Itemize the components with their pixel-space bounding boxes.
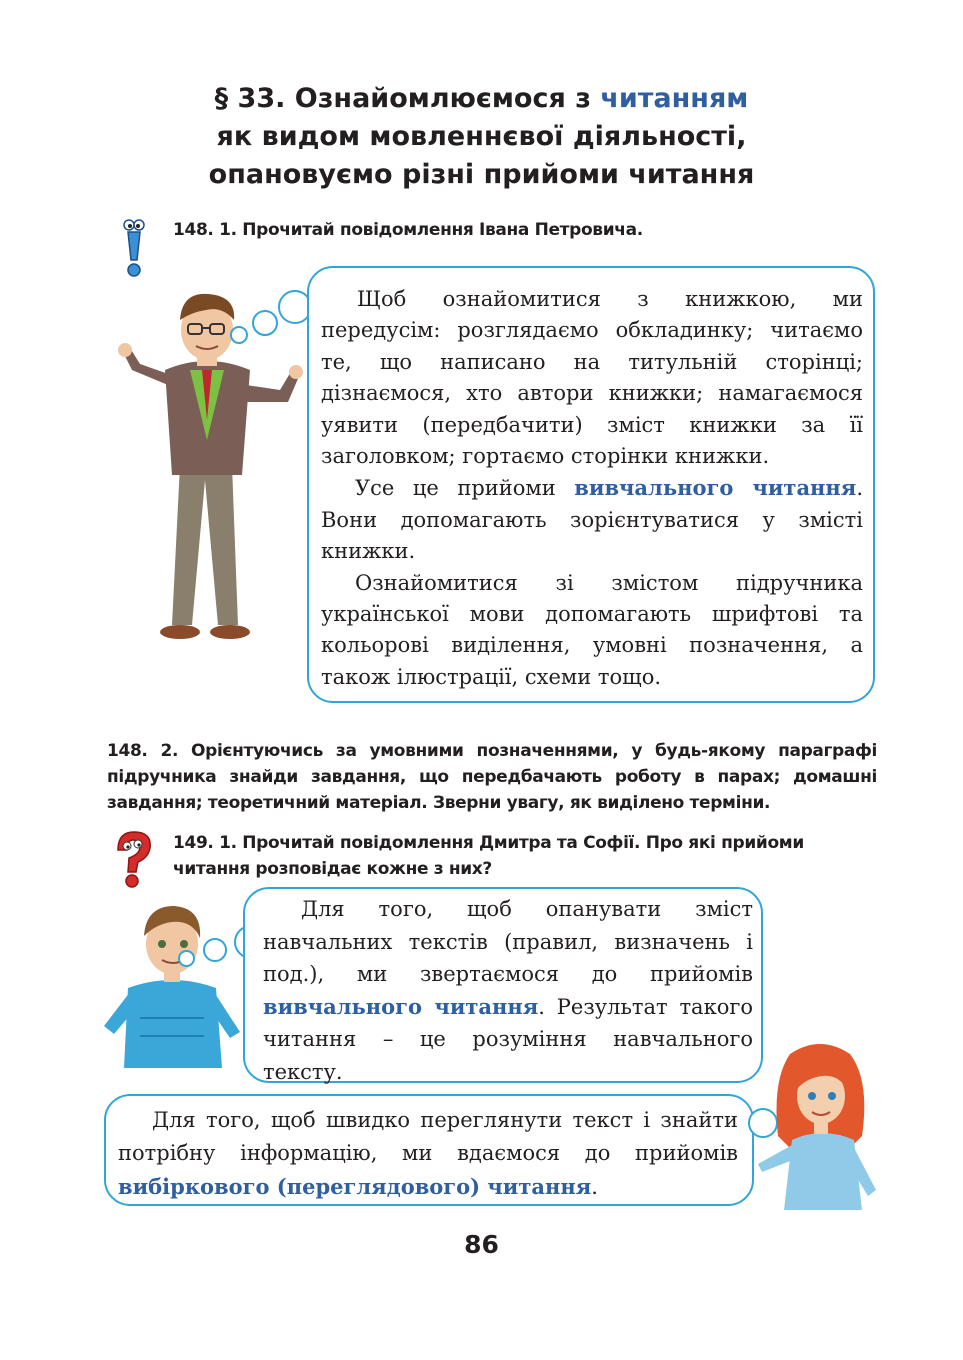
task-148-2: 148. 2. Орієнтуючись за умовними позначеннями, у будь-якому параграфі підручника знайди завдання, що передбачають роботу в парах; домашні завдання; теоретичний матеріал. Зверни увагу, як виділено терміни. (107, 741, 877, 813)
task-149-1: 149. 1. Прочитай повідомлення Дмитра та Софії. Про які прийоми читання розповідає кожне з них? (173, 833, 804, 879)
page-number: 86 (464, 1230, 499, 1259)
ivan-paragraph-3: Ознайомитися зі змістом підручника української мови допомагають шрифтові та кольорові виділення, умовні позначення, а також ілюстрації, схеми тощо. (321, 570, 863, 689)
speech-bubble-sofia (104, 1094, 754, 1206)
title-line2: як видом мовленнєвої діяльності, (216, 121, 747, 152)
thought-dot-small (178, 950, 195, 967)
boy-illustration (100, 896, 250, 1071)
thought-dot-medium (203, 938, 227, 962)
girl-illustration (750, 1040, 890, 1210)
sofia-text: Для того, щоб швидко переглянути текст і знайти потрібну інформацію, ми вдаємося до прийомів (118, 1108, 738, 1165)
term-vybirkovoho-chytannia: вибіркового (переглядового) читання (118, 1174, 592, 1199)
dmytro-text-end: . Результат такого читання – це розуміння навчального тексту. (263, 994, 753, 1084)
speech-bubble-ivan (307, 266, 875, 703)
dmytro-paragraph (263, 893, 753, 1088)
teacher-illustration (110, 290, 310, 650)
dmytro-text: Для того, щоб опанувати зміст навчальних текстів (правил, визначень і под.), ми звертаємося до прийомів (263, 897, 753, 986)
ivan-p2-text-end: . Вони допомагають зорієнтуватися у змісті книжки. (321, 476, 863, 564)
task-148-1: 148. 1. Прочитай повідомлення Івана Петровича. (173, 220, 643, 240)
term-vyvchalnoho-chytannia-2: вивчального читання (263, 993, 539, 1019)
ivan-p2-text: Усе це прийоми (355, 476, 575, 501)
title-line1-prefix: § 33. Ознайомлюємося з (214, 83, 601, 114)
term-vyvchalnoho-chytannia: вивчального читання (574, 475, 857, 501)
title-line1-highlight: читанням (600, 83, 749, 114)
thought-dot-small (230, 326, 248, 344)
question-icon (108, 828, 158, 890)
exclamation-icon (114, 212, 154, 282)
page-title (0, 80, 963, 194)
ivan-paragraph-1: Щоб ознайомитися з книжкою, ми передусім: розглядаємо обкладинку; читаємо те, що написано на титульній сторінці; дізнаємося, хто автори книжки; намагаємося уявити (передбачити) зміст книжки за її заголовком; гортаємо сторінки книжки. (321, 287, 863, 469)
ivan-paragraph-2 (321, 472, 863, 567)
sofia-paragraph (118, 1104, 738, 1204)
title-line3: опановуємо різні прийоми читання (208, 159, 755, 190)
speech-bubble-dmytro (243, 887, 763, 1083)
sofia-text-end: . (591, 1175, 598, 1199)
thought-dot-medium (252, 310, 278, 336)
